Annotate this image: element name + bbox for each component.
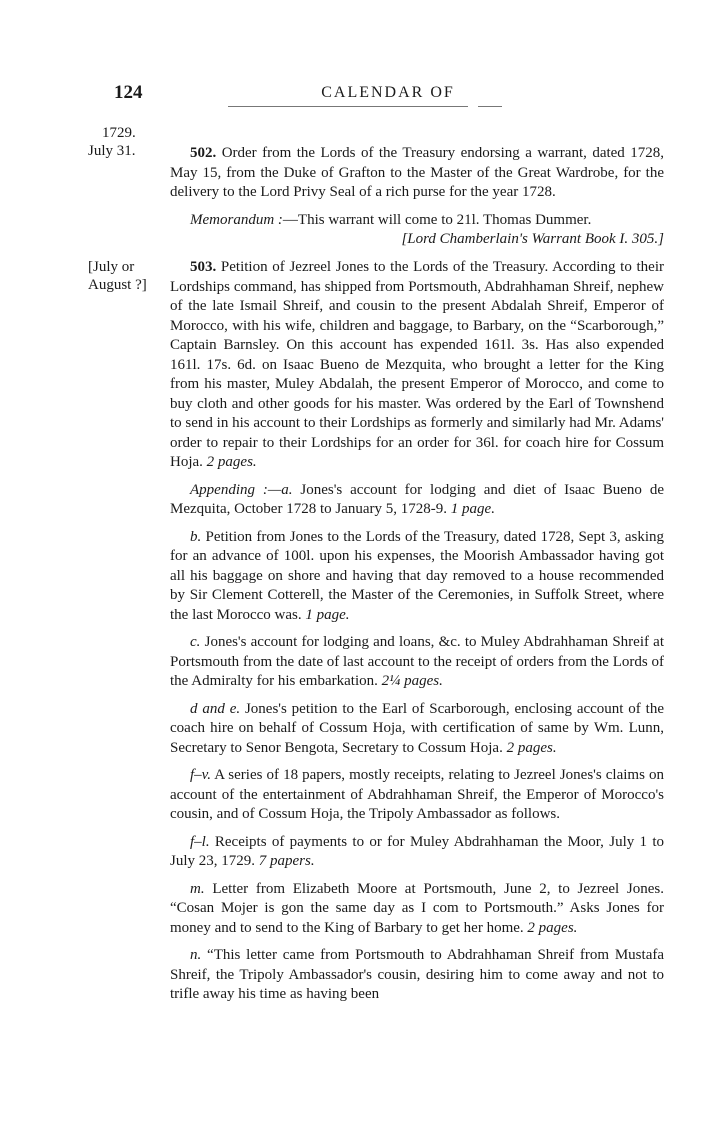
entry-day: July 31. [88,143,136,159]
item-label-c: c. [190,634,201,650]
appending-label: Appending :—a. [190,481,293,498]
entry-502 [88,124,664,250]
item-label-fl: f–l. [190,833,210,850]
item-text-fl: Receipts of payments to or for Muley Abdrahhaman the Moor, July 1 to July 23, 1729. [170,833,664,869]
item-label-de: d and e. [190,700,241,717]
item-label-m: m. [190,880,205,897]
page-count: 2 pages. [506,739,557,756]
entry-text: Petition of Jezreel Jones to the Lords of the Treasury. According to their Lordships command, has shipped from Portsmouth, Abdrahhaman Shreif, nephew of the late Ismail Shreif, and cousin to the present Abdalah Shreif, Emperor of Morocco, with his wife, children and baggage, to Barbary, on the “Scarborough,” Captain Barnsley. On this account has expended 161l. 3s. Has also expended 161l. 17s. 6d. on Isaac Bueno de Mezquita, who brought a letter for the King from his master, Muley Abdalah, the present Emperor of Morocco, and come to buy cloth and other goods for his master. Was ordered by the Earl of Townshend to send in his account to their Lordships as formerly and similarly had Mr. Adams' order to repair to their Lordships for an order for 36l. for coach hire for Cossum Hoja. [170,259,664,470]
entry-503 [88,258,664,1013]
entry-number: 502. [190,145,217,161]
item-text-m: Letter from Elizabeth Moore at Portsmouth, June 2, to Jezreel Jones. “Cosan Mojer is gon the same day as I com to Portsmouth.” Asks Jones for money and to send to the King of Barbary to get her home. [170,880,664,936]
page-count: 2¼ pages. [381,673,443,689]
entry-number: 503. [190,259,217,275]
item-label-fv: f–v. [190,767,211,783]
item-text-b: Petition from Jones to the Lords of the Treasury, dated 1728, Sept 3, asking for an advance of 100l. upon his expenses, the Moorish Ambassador having got all his baggage on shore and having that day removed to a house recommended by Sir Clement Cotterell, the Master of the Ceremonies, in Suffolk Street, where the last Morocco was. [170,528,664,623]
page-number: 124 [114,82,143,103]
page-header [114,82,662,106]
memorandum-label: Memorandum : [190,211,283,228]
item-text-fv: A series of 18 papers, mostly receipts, relating to Jezreel Jones's claims on account of the entertainment of Abdrahhaman Shreif, the Emperor of Morocco's cousin, and of Cossum Hoja, the Tripoly Ambassador as follows. [170,767,664,822]
item-text-n: “This letter came from Portsmouth to Abdrahhaman Shreif from Mustafa Shreif, the Tripoly Ambassador's cousin, desiring him to come away and not to trifle away his time as having been [170,947,664,1002]
running-title: CALENDAR OF [321,84,455,101]
reference-citation: [Lord Chamberlain's Warrant Book I. 305.] [401,231,664,247]
page-count: 1 page. [450,501,495,517]
entry-date-line1: [July or [88,259,135,275]
entry-date [88,124,164,160]
appending-text: Jones's account for lodging and diet of Isaac Bueno de Mezquita, October 1728 to January 5, 1728-9. [170,481,664,517]
item-text-c: Jones's account for lodging and loans, &c. to Muley Abdrahhaman Shreif at Portsmouth from the date of last account to the receipt of orders from the Lords of the Admiralty for his embarkation. [170,634,664,689]
entry-year: 1729. [102,125,136,141]
entry-body [170,144,664,250]
memorandum-text: —This warrant will come to 21l. Thomas Dummer. [282,211,592,228]
item-label-b: b. [190,528,202,545]
page-count: 7 papers. [258,853,315,869]
header-rule [228,106,468,107]
entry-date [88,258,164,294]
page-count: 1 page. [305,606,350,623]
page-count: 2 pages. [206,454,257,470]
item-text-de: Jones's petition to the Earl of Scarborough, enclosing account of the coach hire on behalf of Cossum Hoja, with certification of same by Wm. Lunn, Secretary to Senor Bengota, Secretary to Cossum Hoja. [170,700,664,756]
header-rule-short [478,106,502,107]
entry-text: Order from the Lords of the Treasury endorsing a warrant, dated 1728, May 15, from the Duke of Grafton to the Master of the Great Wardrobe, for the delivery to the Lord Privy Seal of a rich purse for the year 1728. [170,145,664,200]
entry-date-line2: August ?] [88,277,147,293]
page-count: 2 pages. [527,919,578,936]
item-label-n: n. [190,947,202,963]
entry-body [170,258,664,1005]
